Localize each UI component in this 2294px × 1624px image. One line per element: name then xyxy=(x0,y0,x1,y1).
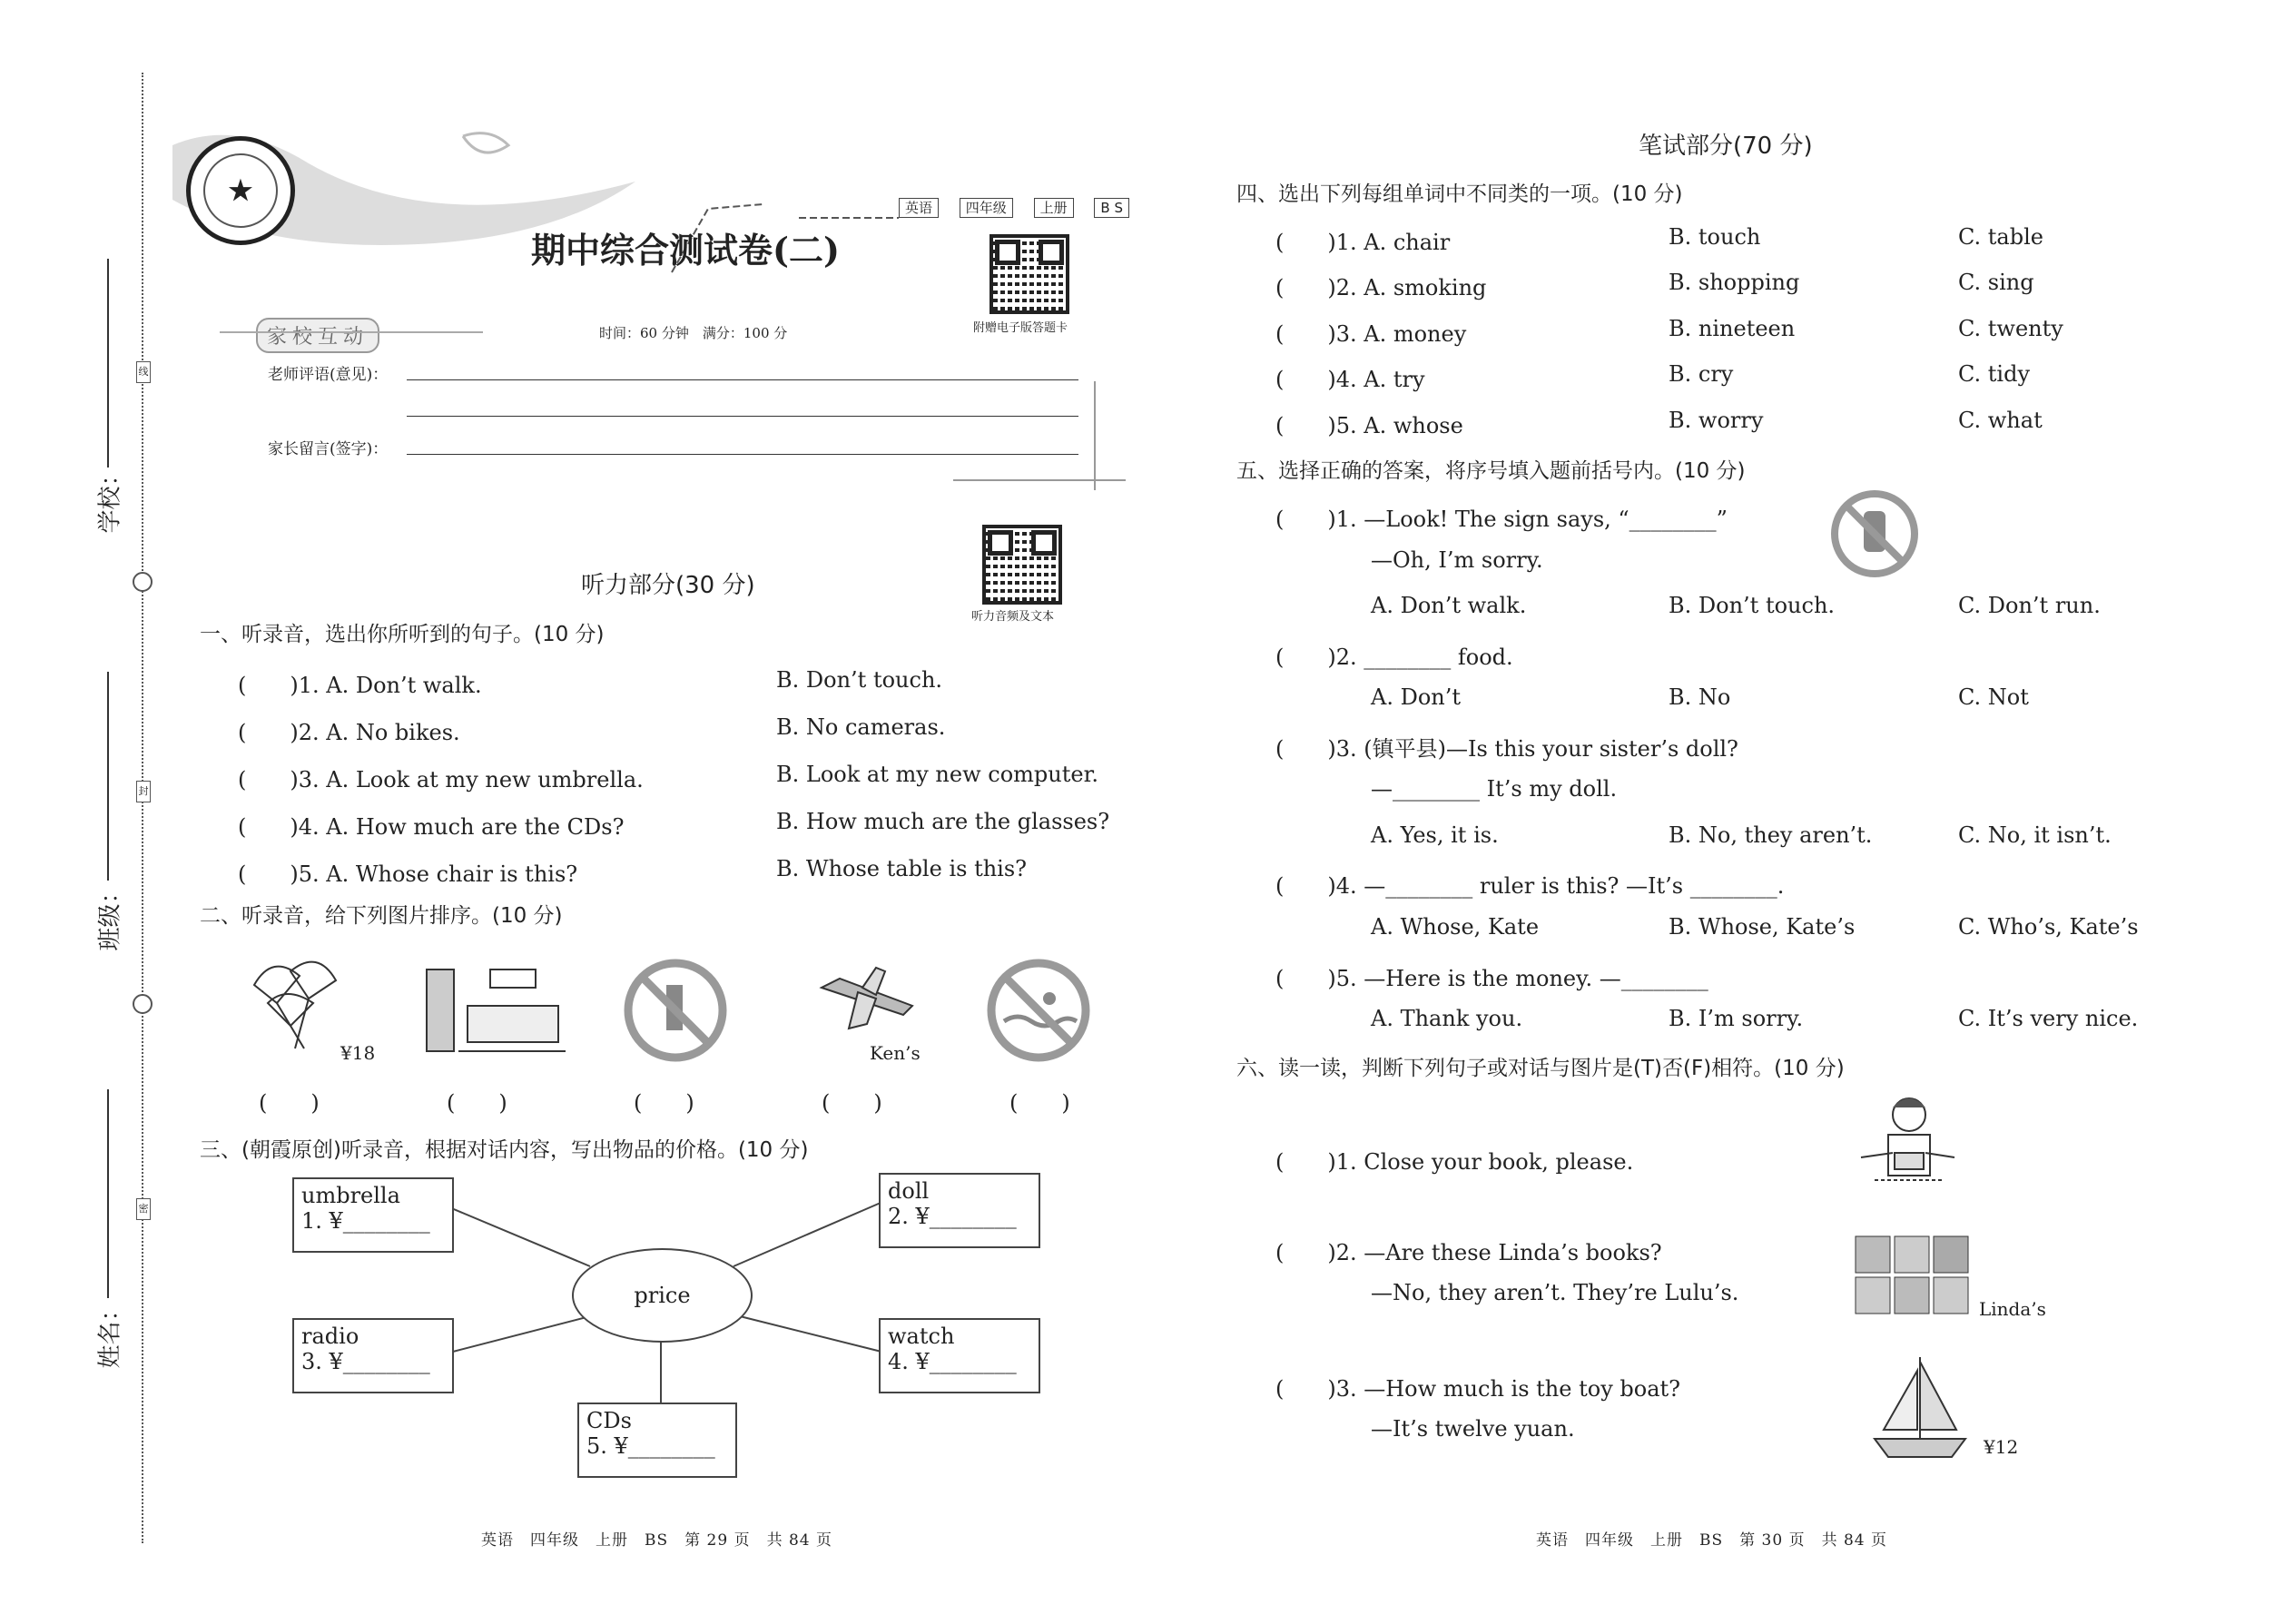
s5-q3: ( )3. (镇平县)—Is this your sister’s doll? xyxy=(1275,736,1738,762)
section-3-title: 三、(朝霞原创)听录音，根据对话内容，写出物品的价格。(10 分) xyxy=(200,1138,809,1162)
s1-q2-b: B. No cameras. xyxy=(776,714,946,740)
s1-q4-b: B. How much are the glasses? xyxy=(776,809,1110,834)
home-school-badge: 家校互动 xyxy=(256,318,379,353)
s5-q4-opt-c: C. Who’s, Kate’s xyxy=(1958,914,2139,940)
box-doll xyxy=(879,1173,1040,1248)
name-label: 姓名： xyxy=(96,1297,124,1369)
s5-q2: ( )2. ________ food. xyxy=(1275,645,1513,670)
section-5-title: 五、选择正确的答案，将序号填入题前括号内。(10 分) xyxy=(1236,459,1746,483)
grade-tag: 四年级 xyxy=(960,198,1013,218)
s5-q4: ( )4. —________ ruler is this? —It’s ________. xyxy=(1275,873,1785,899)
teacher-comment-label: 老师评语(意见)： xyxy=(268,366,389,384)
seal-mark-secret: 密 xyxy=(136,1198,151,1220)
s4-q2-a: ( )2. A. smoking xyxy=(1275,275,1487,300)
mind-map-connectors xyxy=(0,0,1135,1543)
s2-blank-4[interactable]: ( ) xyxy=(822,1090,882,1116)
box-cds xyxy=(577,1403,737,1478)
s4-q4-b: B. cry xyxy=(1669,361,1734,387)
s1-q4-a: ( )4. A. How much are the CDs? xyxy=(238,814,625,840)
s4-q2-b: B. shopping xyxy=(1669,270,1800,295)
s1-q5-a: ( )5. A. Whose chair is this? xyxy=(238,861,578,887)
box-cds-label: CDs xyxy=(586,1408,632,1433)
s5-q5-opt-b: B. I’m sorry. xyxy=(1669,1006,1804,1031)
s1-q5-b: B. Whose table is this? xyxy=(776,856,1028,881)
logo-inner-icon: ★ xyxy=(203,153,278,228)
s5-q3-opt-b: B. No, they aren’t. xyxy=(1669,822,1873,848)
s5-q3-opt-c: C. No, it isn’t. xyxy=(1958,822,2112,848)
s5-q4-opt-a: A. Whose, Kate xyxy=(1371,914,1540,940)
box-umbrella xyxy=(292,1177,454,1253)
class-label: 班级： xyxy=(96,880,124,951)
toy-boat-icon xyxy=(1870,1353,1970,1471)
no-touching-sign-icon xyxy=(1829,488,1920,579)
box-umbrella-answer[interactable]: 1. ¥________ xyxy=(301,1208,430,1234)
s1-q1-b: B. Don’t touch. xyxy=(776,667,943,693)
umbrella-price: ¥18 xyxy=(340,1042,376,1064)
s1-q3-b: B. Look at my new computer. xyxy=(776,762,1099,787)
section-4-title: 四、选出下列每组单词中不同类的一项。(10 分) xyxy=(1236,182,1683,206)
s5-q2-opt-c: C. Not xyxy=(1958,684,2029,710)
s5-q5-opt-a: A. Thank you. xyxy=(1371,1006,1523,1031)
footer-left: 英语 四年级 上册 BS 第 29 页 共 84 页 xyxy=(481,1531,833,1550)
s2-blank-2[interactable]: ( ) xyxy=(447,1090,507,1116)
s5-q2-opt-a: A. Don’t xyxy=(1371,684,1462,710)
linda-label: Linda’s xyxy=(1979,1298,2046,1320)
exam-time-info: 时间：60 分钟 满分：100 分 xyxy=(599,325,788,341)
box-cds-answer[interactable]: 5. ¥________ xyxy=(586,1433,715,1459)
box-radio-answer[interactable]: 3. ¥________ xyxy=(301,1349,430,1374)
s5-q1-opt-a: A. Don’t walk. xyxy=(1371,593,1527,618)
s6-q2-reply: —No, they aren’t. They’re Lulu’s. xyxy=(1371,1280,1739,1305)
box-umbrella-label: umbrella xyxy=(301,1183,400,1208)
box-watch xyxy=(879,1318,1040,1393)
parent-comment-label: 家长留言(签字)： xyxy=(268,440,389,458)
s4-q5-c: C. what xyxy=(1958,408,2043,433)
box-radio xyxy=(292,1318,454,1393)
boat-price: ¥12 xyxy=(1984,1436,2019,1458)
qr-caption-audio: 听力音频及文本 xyxy=(971,610,1055,624)
s4-q2-c: C. sing xyxy=(1958,270,2034,295)
section-2-title: 二、听录音，给下列图片排序。(10 分) xyxy=(200,904,563,928)
price-label: price xyxy=(634,1283,691,1308)
s6-q3-reply: —It’s twelve yuan. xyxy=(1371,1416,1575,1442)
s5-q1: ( )1. —Look! The sign says, “________” xyxy=(1275,507,1728,532)
seal-mark-seal: 封 xyxy=(136,781,151,802)
s5-q3-reply: —________ It’s my doll. xyxy=(1371,776,1618,802)
s2-blank-5[interactable]: ( ) xyxy=(1009,1090,1070,1116)
written-title: 笔试部分(70 分) xyxy=(1639,133,1813,160)
s4-q5-a: ( )5. A. whose xyxy=(1275,413,1463,438)
term-tag: 上册 xyxy=(1034,198,1074,218)
s5-q3-opt-a: A. Yes, it is. xyxy=(1371,822,1499,848)
s4-q1-c: C. table xyxy=(1958,224,2043,250)
section-1-title: 一、听录音，选出你所听到的句子。(10 分) xyxy=(200,623,605,646)
box-watch-label: watch xyxy=(888,1324,955,1349)
s4-q1-a: ( )1. A. chair xyxy=(1275,230,1451,255)
kens-label: Ken’s xyxy=(870,1042,921,1064)
edition-tag: B S xyxy=(1094,198,1129,218)
s4-q1-b: B. touch xyxy=(1669,224,1761,250)
s6-q1: ( )1. Close your book, please. xyxy=(1275,1149,1634,1175)
s6-q3: ( )3. —How much is the toy boat? xyxy=(1275,1376,1681,1402)
s5-q5-opt-c: C. It’s very nice. xyxy=(1958,1006,2139,1031)
s6-q2: ( )2. —Are these Linda’s books? xyxy=(1275,1240,1662,1265)
subject-tag: 英语 xyxy=(899,198,939,218)
s4-q3-b: B. nineteen xyxy=(1669,316,1796,341)
listening-title: 听力部分(30 分) xyxy=(581,572,755,599)
s5-q1-opt-b: B. Don’t touch. xyxy=(1669,593,1836,618)
books-icon xyxy=(1854,1235,1972,1316)
price-ellipse xyxy=(572,1248,753,1343)
s4-q3-a: ( )3. A. money xyxy=(1275,321,1467,347)
box-doll-answer[interactable]: 2. ¥________ xyxy=(888,1204,1017,1229)
page-title: 期中综合测试卷(二) xyxy=(531,230,840,271)
s4-q4-a: ( )4. A. try xyxy=(1275,367,1425,392)
box-radio-label: radio xyxy=(301,1324,359,1349)
s2-blank-1[interactable]: ( ) xyxy=(259,1090,320,1116)
s4-q5-b: B. worry xyxy=(1669,408,1764,433)
s5-q4-opt-b: B. Whose, Kate’s xyxy=(1669,914,1856,940)
s4-q4-c: C. tidy xyxy=(1958,361,2031,387)
s1-q2-a: ( )2. A. No bikes. xyxy=(238,720,460,745)
s4-q3-c: C. twenty xyxy=(1958,316,2063,341)
s2-blank-3[interactable]: ( ) xyxy=(634,1090,694,1116)
s1-q1-a: ( )1. A. Don’t walk. xyxy=(238,673,482,698)
box-watch-answer[interactable]: 4. ¥________ xyxy=(888,1349,1017,1374)
section-6-title: 六、读一读，判断下列句子或对话与图片是(T)否(F)相符。(10 分) xyxy=(1236,1057,1845,1080)
s5-q1-opt-c: C. Don’t run. xyxy=(1958,593,2101,618)
boy-reading-icon xyxy=(1856,1089,1956,1207)
seal-mark-line: 线 xyxy=(136,361,151,383)
box-doll-label: doll xyxy=(888,1178,930,1204)
school-label: 学校： xyxy=(96,462,124,534)
qr-caption-answer-sheet: 附赠电子版答题卡 xyxy=(973,321,1068,335)
s5-q5: ( )5. —Here is the money. —________ xyxy=(1275,966,1708,991)
s5-q1-reply: —Oh, I’m sorry. xyxy=(1371,547,1543,573)
s1-q3-a: ( )3. A. Look at my new umbrella. xyxy=(238,767,644,792)
s5-q2-opt-b: B. No xyxy=(1669,684,1731,710)
footer-right: 英语 四年级 上册 BS 第 30 页 共 84 页 xyxy=(1536,1531,1888,1550)
